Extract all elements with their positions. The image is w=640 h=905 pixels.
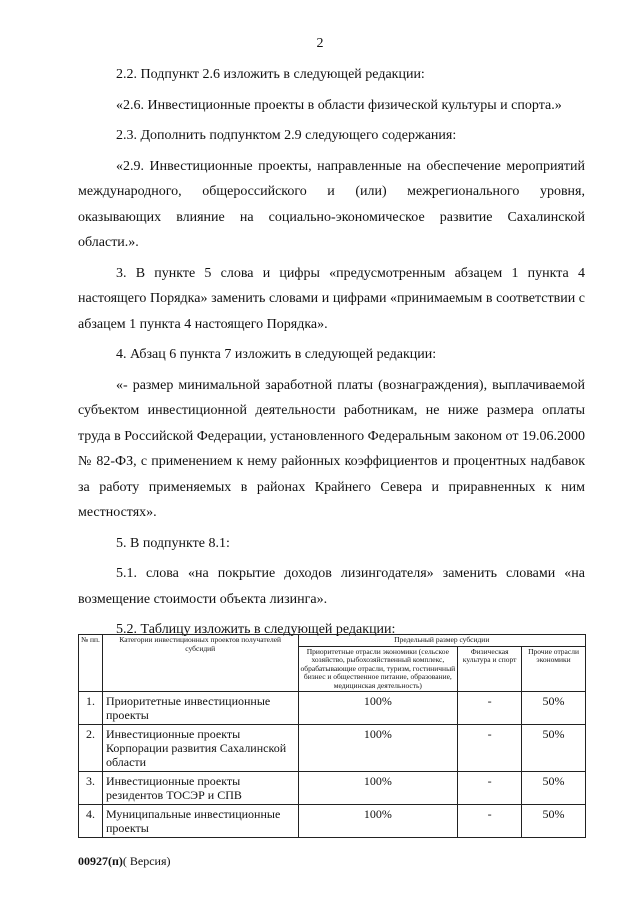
paragraph-4: 4. Абзац 6 пункта 7 изложить в следующей редакции: (116, 347, 437, 362)
row-category: Приоритетные инвестиционные проекты (102, 692, 298, 725)
table-row (79, 805, 586, 838)
header-sport: Физическая культура и спорт (458, 646, 522, 692)
paragraph-5-2: 5.2. Таблицу изложить в следующей редакции: (116, 622, 396, 637)
paragraph-3: 3. В пункте 5 слова и цифры «предусмотренным абзацем 1 пункта 4 настоящего Порядка» заменить словами и цифрами «принимаемым в соответствии с абзацем 1 пункта 4 настоящего Порядка». (78, 265, 585, 332)
row-priority: 100% (298, 772, 458, 805)
document-code: 00927(п) (78, 854, 123, 868)
row-sport: - (458, 772, 522, 805)
row-priority: 100% (298, 692, 458, 725)
paragraph-5: 5. В подпункте 8.1: (116, 535, 230, 551)
row-sport: - (458, 805, 522, 838)
header-other: Прочие отрасли экономики (522, 646, 586, 692)
row-other: 50% (522, 805, 586, 838)
row-priority: 100% (298, 805, 458, 838)
document-body (78, 62, 585, 648)
row-num: 4. (79, 805, 103, 838)
row-priority: 100% (298, 725, 458, 772)
paragraph-2-2: 2.2. Подпункт 2.6 изложить в следующей редакции: (116, 67, 425, 82)
row-sport: - (458, 692, 522, 725)
header-priority: Приоритетные отрасли экономики (сельское хозяйство, рыбохозяйственный комплекс, обрабатывающие отрасли, туризм, гостиничный бизнес и общественное питание, образование, медицинская деятельность) (298, 646, 458, 692)
row-num: 1. (79, 692, 103, 725)
row-sport: - (458, 725, 522, 772)
document-footer (78, 854, 171, 869)
row-category: Инвестиционные проекты Корпорации развития Сахалинской области (102, 725, 298, 772)
row-category: Инвестиционные проекты резидентов ТОСЭР и СПВ (102, 772, 298, 805)
subsidy-table (78, 634, 586, 838)
paragraph-2-6-text: «2.6. Инвестиционные проекты в области физической культуры и спорта.» (116, 97, 562, 113)
row-other: 50% (522, 772, 586, 805)
paragraph-2-9-text: «2.9. Инвестиционные проекты, направленные на обеспечение мероприятий международного, общероссийского и (или) межрегионального уровня, оказывающих влияние на социально-экономическое развитие Сахалинской области.». (78, 158, 585, 250)
paragraph-4-text: «- размер минимальной заработной платы (вознаграждения), выплачиваемой субъектом инвестиционной деятельности работникам, не ниже размера оплаты труда в Российской Федерации, установленного Федеральным законом от 19.06.2000 № 82-ФЗ, с применением к нему районных коэффициентов и процентных надбавок за работу применяемых в районах Крайнего Севера и приравненных к ним местностях». (78, 377, 585, 520)
paragraph-2-3: 2.3. Дополнить подпунктом 2.9 следующего содержания: (116, 128, 457, 143)
row-other: 50% (522, 725, 586, 772)
header-category: Категории инвестиционных проектов получателей субсидий (102, 635, 298, 692)
header-max-size: Предельный размер субсидии (298, 635, 585, 647)
header-num: № пп. (79, 635, 103, 692)
paragraph-5-1: 5.1. слова «на покрытие доходов лизингодателя» заменить словами «на возмещение стоимости объекта лизинга». (78, 566, 585, 607)
page-number: 2 (316, 36, 324, 51)
table-row (79, 725, 586, 772)
row-other: 50% (522, 692, 586, 725)
row-category: Муниципальные инвестиционные проекты (102, 805, 298, 838)
row-num: 2. (79, 725, 103, 772)
table-row (79, 692, 586, 725)
document-version: ( Версия) (122, 854, 171, 868)
row-num: 3. (79, 772, 103, 805)
table-row (79, 772, 586, 805)
